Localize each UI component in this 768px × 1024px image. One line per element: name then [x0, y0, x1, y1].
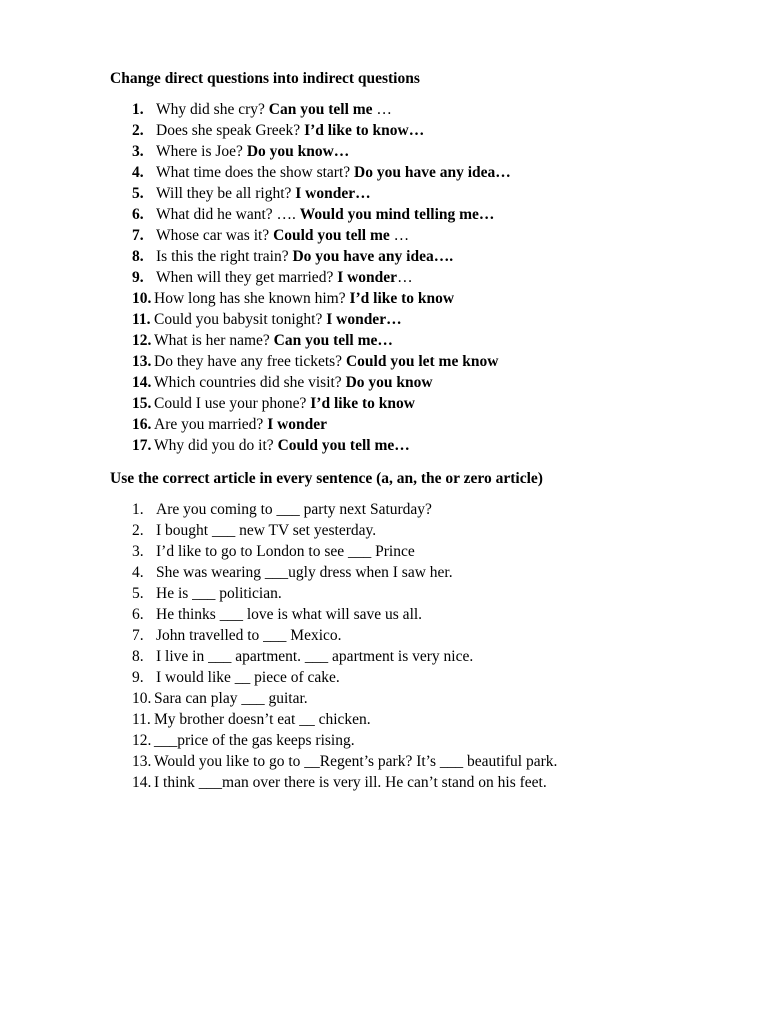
direct-question: Why did she cry?: [156, 101, 269, 118]
item-number: 10.: [132, 290, 152, 307]
item-number: 1.: [132, 101, 144, 118]
item-text: [156, 99, 392, 120]
item-number: 9.: [132, 669, 144, 686]
item-text: [154, 414, 327, 435]
sentence-text: Are you coming to ___ party next Saturday?: [156, 501, 432, 518]
item-number: 12.: [132, 732, 152, 749]
sentence-text: I would like __ piece of cake.: [156, 669, 340, 686]
item-number: 4.: [132, 564, 144, 581]
item-number: 6.: [132, 606, 144, 623]
item-number: 5.: [132, 185, 144, 202]
item-number: 7.: [132, 627, 144, 644]
item-number: 17.: [132, 437, 152, 454]
item-number: 7.: [132, 227, 144, 244]
item-number: 16.: [132, 416, 152, 433]
item-number: 4.: [132, 164, 144, 181]
prompt-ellipsis: …: [389, 227, 410, 244]
item-number: 13.: [132, 353, 152, 370]
sentence-text: John travelled to ___ Mexico.: [156, 627, 342, 644]
direct-question: Which countries did she visit?: [154, 374, 346, 391]
indirect-prompt: Do you know: [345, 374, 433, 391]
sentence-text: He thinks ___ love is what will save us all.: [156, 606, 423, 623]
item-number: 11.: [132, 711, 151, 728]
item-number: 15.: [132, 395, 152, 412]
indirect-prompt: Can you tell me: [268, 101, 373, 118]
sentence-text: I’d like to go to London to see ___ Prince: [156, 543, 415, 560]
indirect-prompt: I wonder: [337, 269, 398, 286]
item-text: [156, 183, 371, 204]
direct-question: Are you married?: [154, 416, 268, 433]
item-text: [156, 267, 413, 288]
indirect-prompt: I wonder…: [326, 311, 402, 328]
sentence-text: Sara can play ___ guitar.: [154, 690, 308, 707]
direct-question: Do they have any free tickets?: [154, 353, 346, 370]
prompt-ellipsis: …: [397, 269, 413, 286]
item-text: [156, 246, 453, 267]
indirect-prompt: I’d like to know: [310, 395, 415, 412]
item-number: 10.: [132, 690, 152, 707]
section2-heading: Use the correct article in every sentence (a, an, the or zero article): [110, 470, 543, 487]
item-number: 8.: [132, 248, 144, 265]
item-number: 14.: [132, 774, 152, 791]
sentence-text: Would you like to go to __Regent’s park? It’s ___ beautiful park.: [154, 753, 558, 770]
sentence-text: ___price of the gas keeps rising.: [154, 732, 355, 749]
indirect-prompt: Could you tell me…: [277, 437, 410, 454]
prompt-ellipsis: …: [372, 101, 392, 118]
indirect-prompt: I wonder: [267, 416, 328, 433]
direct-question: Will they be all right?: [156, 185, 296, 202]
indirect-prompt: Do you have any idea…: [354, 164, 511, 181]
item-text: [154, 393, 415, 414]
item-number: 8.: [132, 648, 144, 665]
direct-question: What is her name?: [154, 332, 274, 349]
item-text: [156, 204, 494, 225]
item-text: [156, 225, 409, 246]
direct-question: Why did you do it?: [154, 437, 278, 454]
direct-question: What did he want? ….: [156, 206, 300, 223]
item-number: 1.: [132, 501, 144, 518]
item-text: [154, 330, 393, 351]
direct-question: Could you babysit tonight?: [154, 311, 327, 328]
item-text: [156, 141, 349, 162]
item-number: 6.: [132, 206, 144, 223]
item-text: [154, 372, 433, 393]
direct-question: Whose car was it?: [156, 227, 274, 244]
indirect-prompt: I’d like to know…: [304, 122, 425, 139]
indirect-prompt: Do you have any idea….: [292, 248, 454, 265]
direct-question: When will they get married?: [156, 269, 338, 286]
sentence-text: I live in ___ apartment. ___ apartment is very nice.: [156, 648, 474, 665]
item-number: 3.: [132, 543, 144, 560]
sentence-text: My brother doesn’t eat __ chicken.: [154, 711, 371, 728]
direct-question: Does she speak Greek?: [156, 122, 305, 139]
indirect-prompt: I wonder…: [295, 185, 371, 202]
direct-question: What time does the show start?: [156, 164, 355, 181]
item-number: 2.: [132, 122, 144, 139]
item-number: 11.: [132, 311, 151, 328]
item-number: 14.: [132, 374, 152, 391]
sentence-text: I bought ___ new TV set yesterday.: [156, 522, 377, 539]
item-text: [156, 162, 511, 183]
item-text: [154, 435, 410, 456]
item-number: 3.: [132, 143, 144, 160]
indirect-prompt: I’d like to know: [349, 290, 455, 307]
direct-question: How long has she known him?: [154, 290, 350, 307]
item-number: 2.: [132, 522, 144, 539]
indirect-prompt: Could you tell me: [273, 227, 390, 244]
direct-question: Could I use your phone?: [154, 395, 311, 412]
sentence-text: She was wearing ___ugly dress when I saw her.: [156, 564, 453, 581]
section1-heading: Change direct questions into indirect questions: [110, 70, 420, 87]
direct-question: Is this the right train?: [156, 248, 293, 265]
item-number: 13.: [132, 753, 152, 770]
item-text: [154, 309, 402, 330]
item-text: [154, 351, 498, 372]
item-number: 12.: [132, 332, 152, 349]
sentence-text: I think ___man over there is very ill. He can’t stand on his feet.: [154, 774, 547, 791]
item-text: [156, 120, 424, 141]
indirect-prompt: Could you let me know: [345, 353, 499, 370]
indirect-prompt: Do you know…: [246, 143, 350, 160]
direct-question: Where is Joe?: [156, 143, 247, 160]
item-number: 5.: [132, 585, 144, 602]
item-text: [154, 288, 454, 309]
item-number: 9.: [132, 269, 144, 286]
indirect-prompt: Can you tell me…: [273, 332, 393, 349]
indirect-prompt: Would you mind telling me…: [299, 206, 495, 223]
sentence-text: He is ___ politician.: [156, 585, 282, 602]
